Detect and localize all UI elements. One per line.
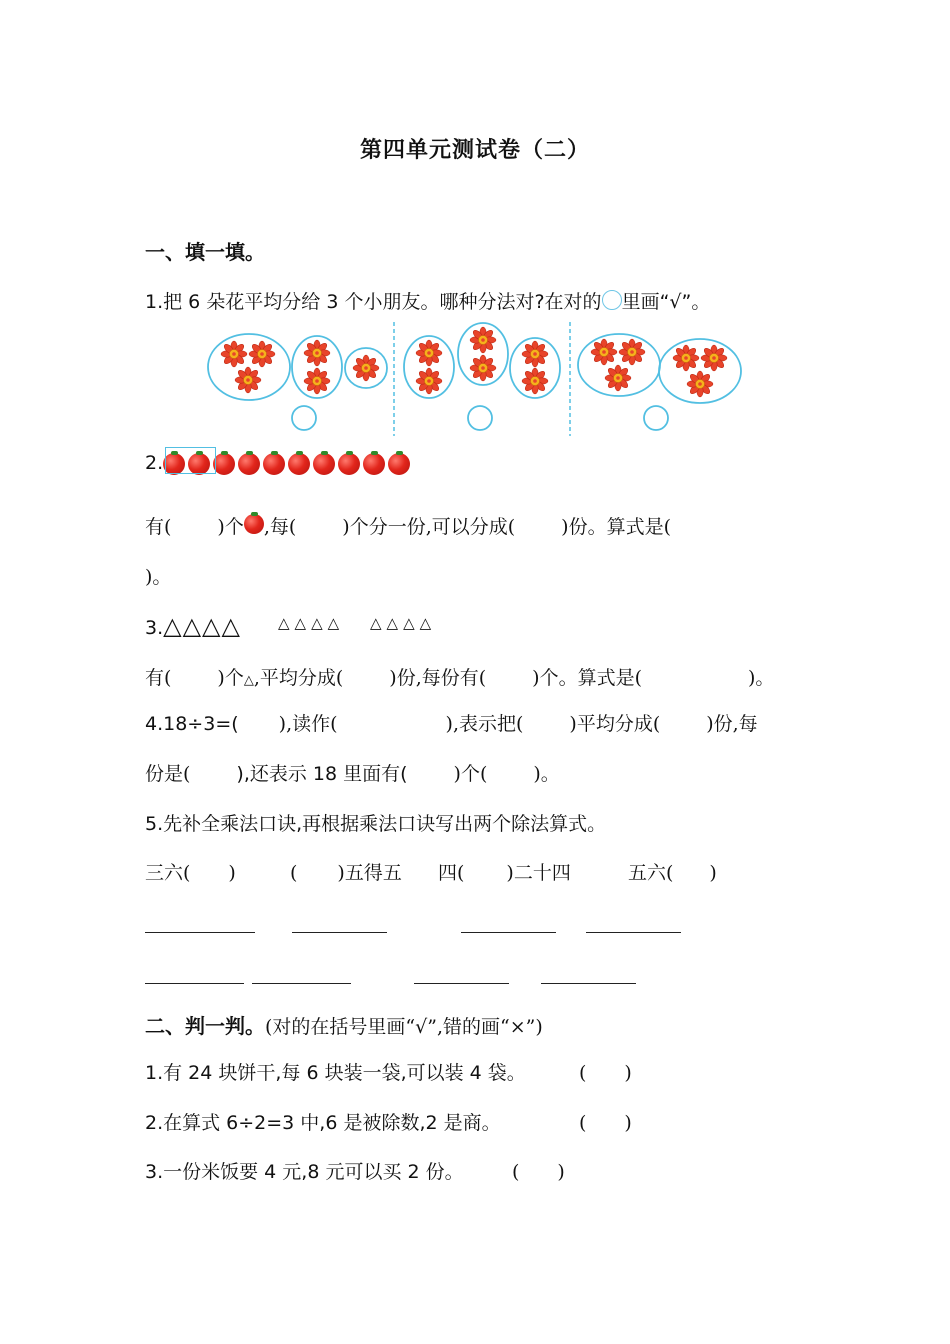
answer-line <box>292 932 387 933</box>
judge-question-3: 3.一份米饭要 4 元,8 元可以买 2 份。 <box>145 1161 464 1183</box>
q4-line2: 份是( ),还表示 18 里面有( )个( )。 <box>145 763 560 785</box>
judge-bracket-2[interactable]: ( ) <box>579 1112 632 1134</box>
q5-item-2: ( )五得五 <box>290 862 402 884</box>
judge-question-2: 2.在算式 6÷2=3 中,6 是被除数,2 是商。 <box>145 1112 501 1134</box>
tomato-icon <box>338 453 360 475</box>
q1-text-a: 1.把 6 朵花平均分给 3 个小朋友。哪种分法对?在对的 <box>145 291 602 313</box>
q5-item-1: 三六( ) <box>145 862 236 884</box>
section2-instruction: (对的在括号里画“√”,错的画“×”) <box>265 1016 543 1038</box>
tomato-icon <box>238 453 260 475</box>
judge-question-1: 1.有 24 块饼干,每 6 块装一袋,可以装 4 袋。 <box>145 1062 526 1084</box>
answer-line <box>586 932 681 933</box>
q5-item-4: 五六( ) <box>628 862 717 884</box>
judge-bracket-1[interactable]: ( ) <box>579 1062 632 1084</box>
answer-line <box>252 983 351 984</box>
q2-label: 2. <box>145 452 164 474</box>
section1-heading: 一、填一填。 <box>145 240 265 264</box>
flower-division-figure <box>200 318 750 440</box>
answer-line <box>414 983 509 984</box>
answer-line <box>145 932 255 933</box>
tomato-icon <box>363 453 385 475</box>
tomato-icon <box>313 453 335 475</box>
answer-line <box>145 983 244 984</box>
q1-text <box>145 287 710 314</box>
tomato-icon <box>263 453 285 475</box>
judge-bracket-3[interactable]: ( ) <box>512 1161 565 1183</box>
tomato-icon <box>388 453 410 475</box>
section2-heading-row <box>145 1010 543 1039</box>
small-triangles-group-2: △△△△ <box>370 614 437 632</box>
q2-line2: )。 <box>145 566 172 588</box>
section2-heading: 二、判一判。 <box>145 1014 265 1038</box>
answer-line <box>461 932 556 933</box>
q1-text-b: 里画“√”。 <box>621 291 711 313</box>
tomato-icon <box>288 453 310 475</box>
answer-circle-icon <box>602 290 622 310</box>
tomato-group-box <box>165 447 216 474</box>
tomato-icon <box>213 453 235 475</box>
q3-line: 有( )个△,平均分成( )份,每份有( )个。算式是( )。 <box>145 667 775 689</box>
q4-line1: 4.18÷3=( ),读作( ),表示把( )平均分成( )份,每 <box>145 713 758 735</box>
page-title: 第四单元测试卷（二） <box>359 137 590 163</box>
answer-line <box>541 983 636 984</box>
q2-line1: 有( )个 ,每( )个分一份,可以分成( )份。算式是( <box>145 516 671 538</box>
q5-text: 5.先补全乘法口诀,再根据乘法口诀写出两个除法算式。 <box>145 813 607 835</box>
q5-item-3: 四( )二十四 <box>438 862 571 884</box>
q3-row: 3.△△△△ <box>145 612 241 640</box>
small-triangles-group-1: △△△△ <box>278 614 345 632</box>
tomato-icon <box>244 514 264 534</box>
big-triangles: △△△△ <box>163 612 241 640</box>
triangle-icon: △ <box>243 673 254 688</box>
